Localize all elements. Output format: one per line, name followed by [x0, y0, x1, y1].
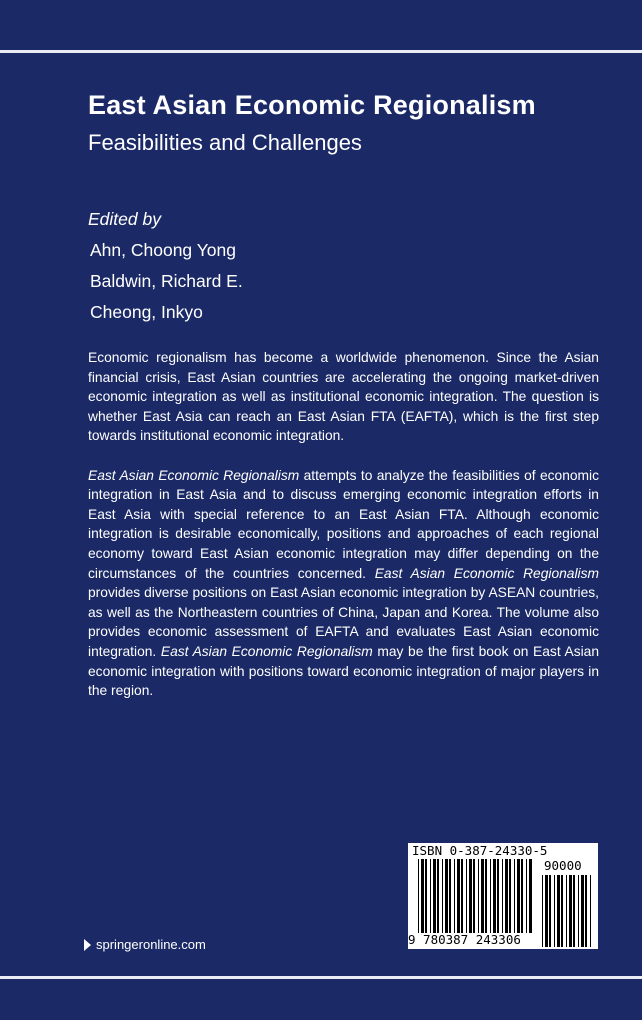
barcode-bar: [542, 875, 543, 947]
barcode-bar: [442, 859, 443, 933]
barcode-bar: [509, 859, 511, 933]
barcode-bar: [481, 859, 484, 933]
editor-name: Cheong, Inkyo: [90, 302, 203, 322]
description-text: may be the first book on East Asian economic integration with positions toward economic integration of major players in the region.: [88, 643, 599, 699]
top-rule: [0, 50, 642, 53]
description-text: provides diverse positions on East Asian economic integration by ASEAN countries, as well as the Northeastern countries of China, Japan and Korea. The volume also provides economic assessment of EAFTA and evaluates East Asian economic integration.: [88, 585, 599, 659]
barcode-bar: [566, 875, 567, 947]
barcode-bar: [497, 859, 499, 933]
ean-number: 9 780387 243306: [408, 932, 521, 947]
barcode-bar: [473, 859, 475, 933]
description-text: attempts to analyze the feasibilities of economic integration in East Asia and to discuss emerging economic integration efforts in East Asia with special reference to an East Asian FTA. Although economic integration is desirable economically, positions and approaches of each regional economy toward East Asian economic integration may differ depending on the circumstances of the countries concerned.: [88, 467, 599, 581]
barcode-bar: [526, 859, 527, 933]
barcode-bar: [454, 859, 455, 933]
barcode-bar: [433, 859, 436, 933]
editors-block: [88, 204, 243, 328]
description-paragraph-1: Economic regionalism has become a worldwide phenomenon. Since the Asian financial crisis, East Asian countries are accelerating the ongoing market-driven economic integration as well as institutional economic integration. The question is whether East Asia can reach an East Asian FTA (EAFTA), which is the first step towards institutional economic integration.: [88, 350, 599, 444]
barcode-bar: [569, 875, 572, 947]
title-reference: East Asian Economic Regionalism: [88, 467, 300, 483]
barcode-bar: [421, 859, 424, 933]
barcode-bar: [514, 859, 515, 933]
isbn-barcode: [408, 843, 598, 949]
book-description: [88, 348, 599, 720]
book-title: East Asian Economic Regionalism: [88, 90, 536, 120]
bottom-rule: [0, 976, 642, 979]
barcode-bar: [578, 875, 579, 947]
barcode-bar: [554, 875, 555, 947]
barcode-bar: [581, 875, 584, 947]
barcode-bar: [490, 859, 491, 933]
website-text: springeronline.com: [96, 937, 206, 952]
barcode-bar: [466, 859, 467, 933]
barcode-bar: [437, 859, 439, 933]
barcode-bar: [461, 859, 463, 933]
barcode-bar: [502, 859, 503, 933]
price-addon-number: 90000: [544, 858, 582, 873]
title-reference: East Asian Economic Regionalism: [374, 565, 599, 581]
barcode-bar: [549, 875, 551, 947]
edited-by-label: Edited by: [88, 209, 161, 229]
editor-name: Ahn, Choong Yong: [90, 240, 236, 260]
barcode-bar: [457, 859, 460, 933]
barcode-bar: [545, 875, 548, 947]
description-paragraph-2: [88, 466, 599, 701]
barcode-bar: [485, 859, 487, 933]
isbn-number: ISBN 0-387-24330-5: [412, 843, 548, 858]
barcode-bar: [585, 875, 587, 947]
barcode-bar: [529, 859, 532, 933]
barcode-bar: [590, 875, 591, 947]
barcode-bar: [493, 859, 496, 933]
barcode-bar: [557, 875, 560, 947]
barcode-bar: [445, 859, 448, 933]
barcode-bar: [573, 875, 575, 947]
barcode-bar: [561, 875, 563, 947]
barcode-bar: [449, 859, 451, 933]
editor-name: Baldwin, Richard E.: [90, 271, 243, 291]
barcode-bar: [469, 859, 472, 933]
website-link[interactable]: [84, 937, 206, 952]
barcode-bar: [418, 859, 419, 933]
barcode-bar: [478, 859, 479, 933]
barcode-bar: [430, 859, 431, 933]
barcode-bar: [517, 859, 520, 933]
title-reference: East Asian Economic Regionalism: [160, 643, 373, 659]
barcode-bar: [425, 859, 427, 933]
barcode-bar: [521, 859, 523, 933]
book-subtitle: Feasibilities and Challenges: [88, 130, 362, 155]
chevron-right-icon: [84, 939, 91, 951]
barcode-bar: [505, 859, 508, 933]
